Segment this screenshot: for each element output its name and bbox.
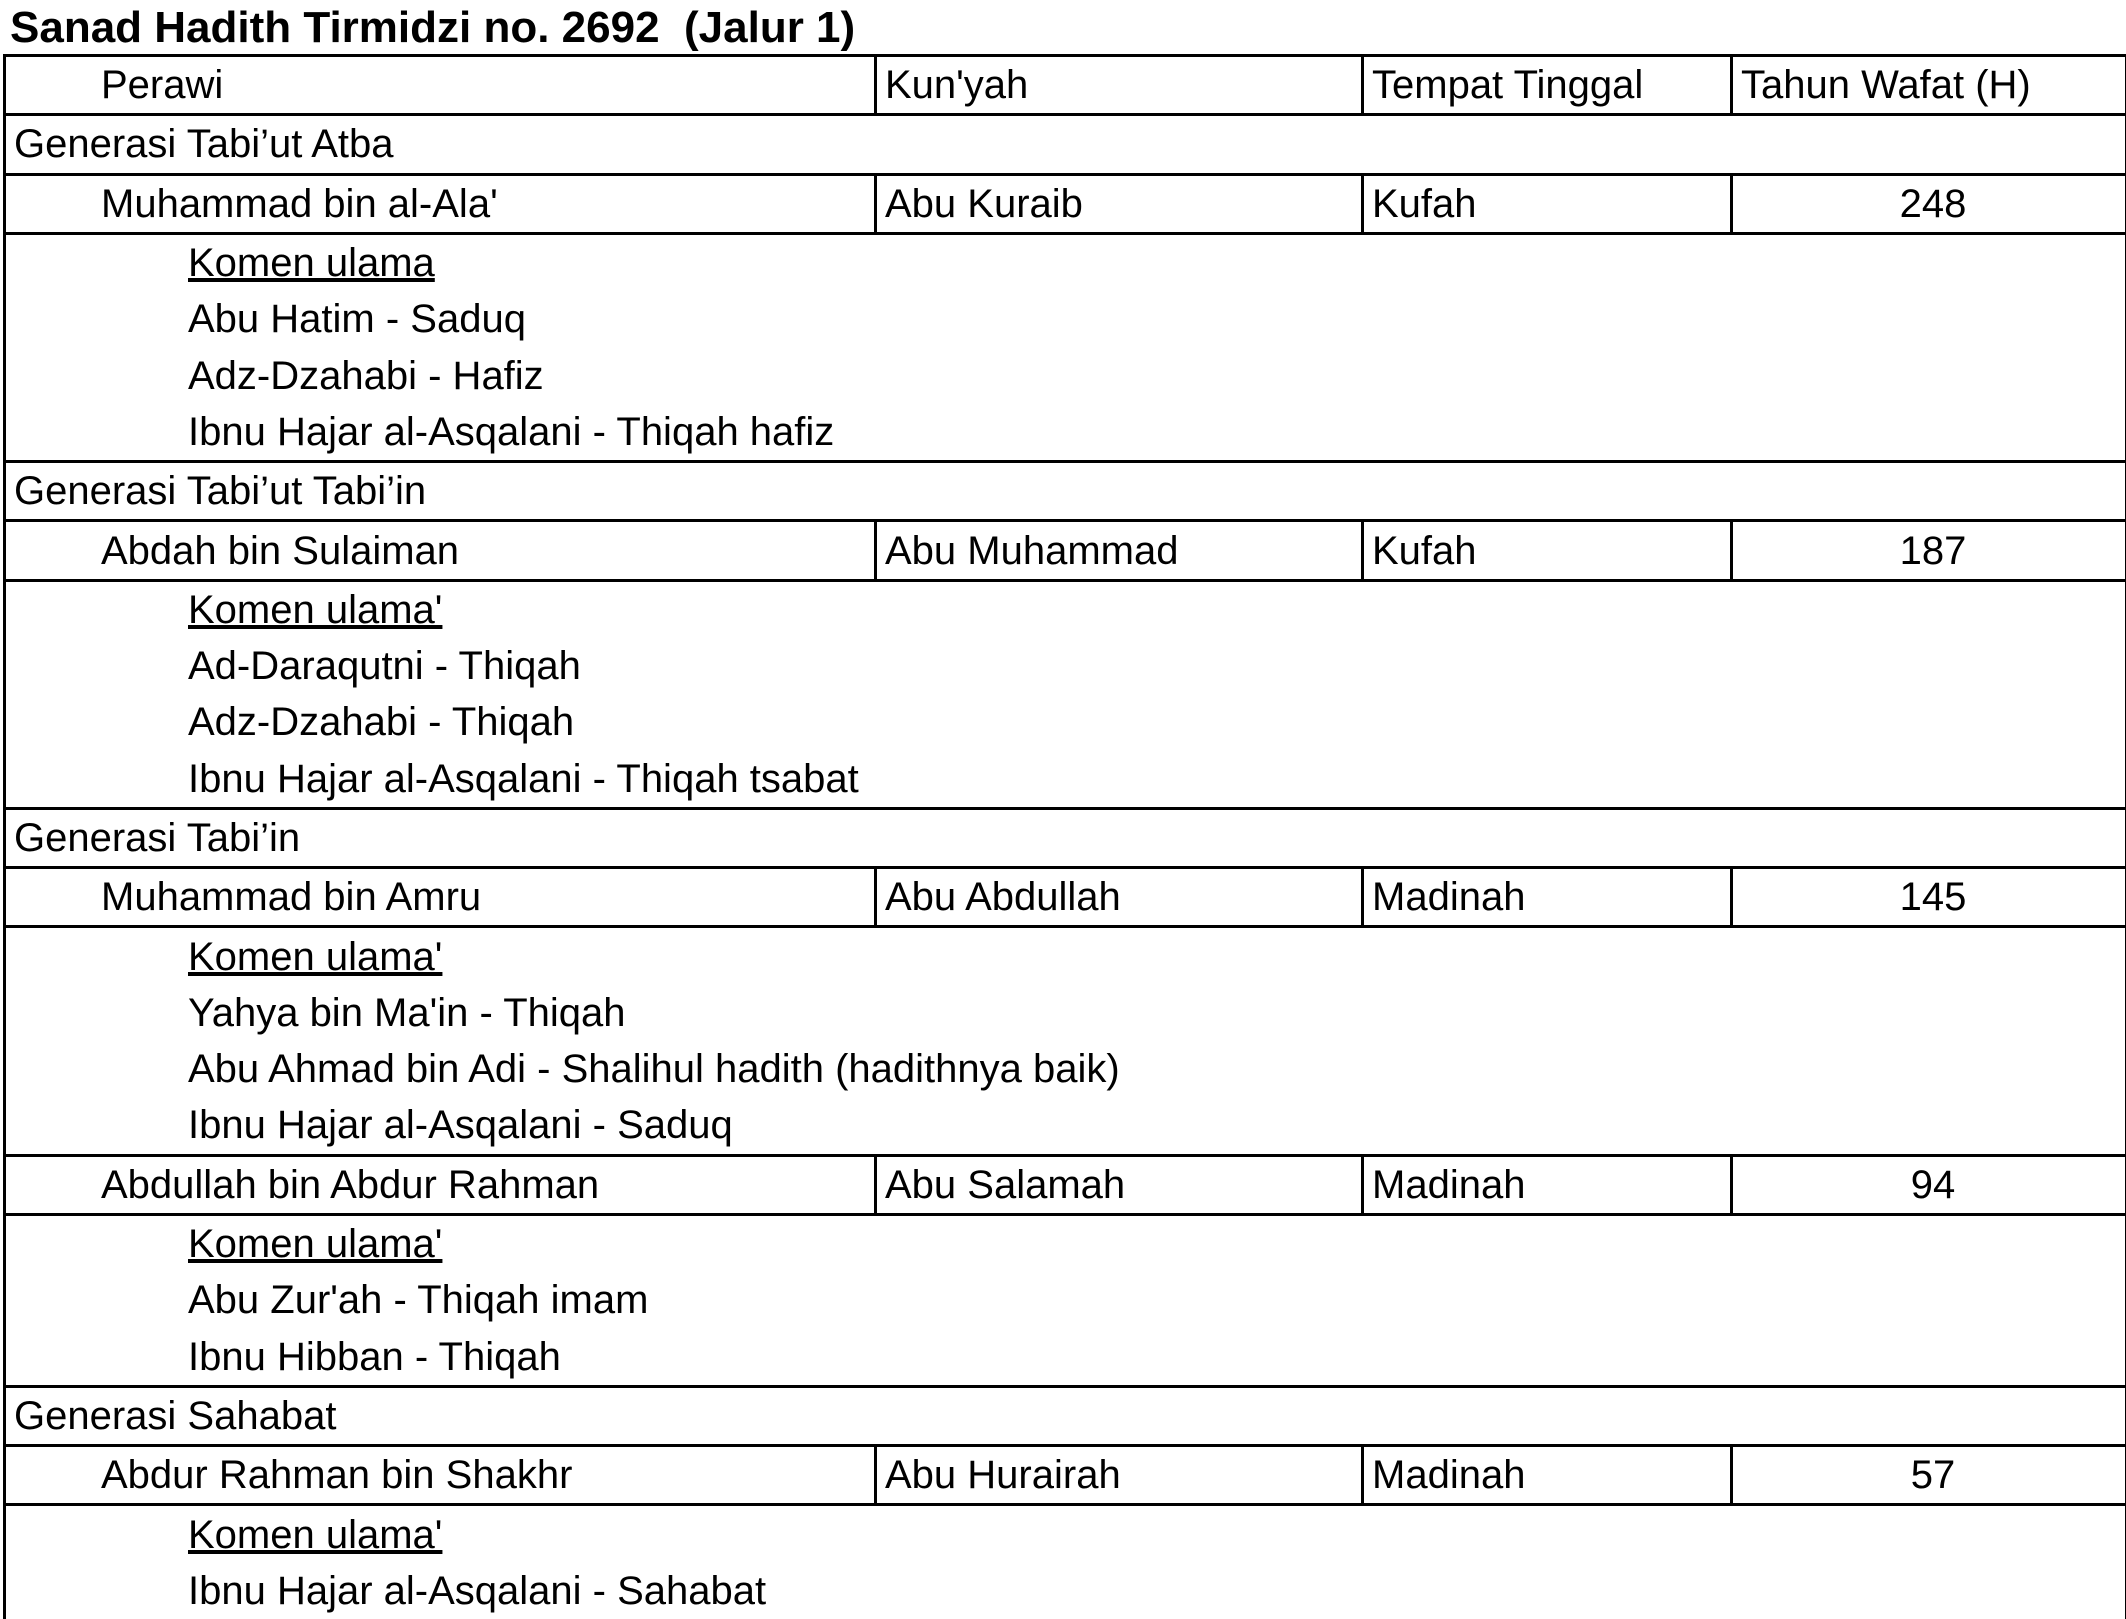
- narrator-row: [5, 521, 2126, 580]
- komen-row: [5, 985, 2126, 1041]
- header-row: [5, 56, 2126, 115]
- narrator-tempat: Madinah: [1363, 868, 1732, 927]
- generation-row: [5, 462, 2126, 521]
- narrator-wafat: 145: [1732, 868, 2126, 927]
- komen-item: Ibnu Hajar al-Asqalani - Saduq: [5, 1097, 2126, 1155]
- sanad-table: [3, 54, 2126, 1619]
- narrator-name: Abdah bin Sulaiman: [5, 521, 876, 580]
- komen-item: Adz-Dzahabi - Thiqah: [5, 694, 2126, 750]
- komen-row: [5, 1329, 2126, 1387]
- komen-item: Ibnu Hajar al-Asqalani - Sahabat: [5, 1563, 2126, 1619]
- generation-label: Generasi Sahabat: [5, 1386, 2126, 1445]
- header-perawi: Perawi: [5, 56, 876, 115]
- komen-item: Abu Ahmad bin Adi - Shalihul hadith (hadithnya baik): [5, 1041, 2126, 1097]
- komen-heading: Komen ulama': [188, 1222, 442, 1266]
- header-tahun-wafat: Tahun Wafat (H): [1732, 56, 2126, 115]
- narrator-wafat: 248: [1732, 174, 2126, 233]
- narrator-kunyah: Abu Abdullah: [876, 868, 1363, 927]
- narrator-kunyah: Abu Kuraib: [876, 174, 1363, 233]
- header-kunyah: Kun'yah: [876, 56, 1363, 115]
- page-title: Sanad Hadith Tirmidzi no. 2692 (Jalur 1): [10, 2, 855, 54]
- narrator-tempat: Madinah: [1363, 1446, 1732, 1505]
- komen-item: Abu Hatim - Saduq: [5, 291, 2126, 347]
- narrator-row: [5, 174, 2126, 233]
- generation-row: [5, 1386, 2126, 1445]
- header-tempat-tinggal: Tempat Tinggal: [1363, 56, 1732, 115]
- komen-heading: Komen ulama': [188, 588, 442, 632]
- komen-row: [5, 1097, 2126, 1155]
- narrator-row: [5, 1446, 2126, 1505]
- komen-row: [5, 694, 2126, 750]
- narrator-name: Muhammad bin Amru: [5, 868, 876, 927]
- komen-item: Yahya bin Ma'in - Thiqah: [5, 985, 2126, 1041]
- narrator-wafat: 94: [1732, 1155, 2126, 1214]
- generation-row: [5, 115, 2126, 174]
- komen-row: [5, 1563, 2126, 1619]
- narrator-name: Abdullah bin Abdur Rahman: [5, 1155, 876, 1214]
- komen-row: [5, 1041, 2126, 1097]
- komen-row: [5, 751, 2126, 809]
- komen-row: [5, 1272, 2126, 1328]
- komen-row: [5, 404, 2126, 462]
- narrator-wafat: 57: [1732, 1446, 2126, 1505]
- narrator-kunyah: Abu Muhammad: [876, 521, 1363, 580]
- komen-row: [5, 1505, 2126, 1563]
- narrator-row: [5, 1155, 2126, 1214]
- komen-item: Ibnu Hajar al-Asqalani - Thiqah tsabat: [5, 751, 2126, 809]
- komen-item: Ibnu Hajar al-Asqalani - Thiqah hafiz: [5, 404, 2126, 462]
- komen-heading: Komen ulama: [188, 241, 435, 285]
- komen-row: [5, 233, 2126, 291]
- komen-item: Adz-Dzahabi - Hafiz: [5, 347, 2126, 403]
- komen-row: [5, 927, 2126, 985]
- komen-row: [5, 638, 2126, 694]
- komen-heading: Komen ulama': [188, 1513, 442, 1557]
- komen-row: [5, 580, 2126, 638]
- komen-item: Ibnu Hibban - Thiqah: [5, 1329, 2126, 1387]
- narrator-wafat: 187: [1732, 521, 2126, 580]
- narrator-row: [5, 868, 2126, 927]
- komen-row: [5, 1214, 2126, 1272]
- generation-row: [5, 808, 2126, 867]
- generation-label: Generasi Tabi’in: [5, 808, 2126, 867]
- narrator-tempat: Kufah: [1363, 174, 1732, 233]
- komen-row: [5, 347, 2126, 403]
- narrator-kunyah: Abu Salamah: [876, 1155, 1363, 1214]
- komen-heading: Komen ulama': [188, 935, 442, 979]
- narrator-tempat: Kufah: [1363, 521, 1732, 580]
- narrator-name: Muhammad bin al-Ala': [5, 174, 876, 233]
- generation-label: Generasi Tabi’ut Atba: [5, 115, 2126, 174]
- generation-label: Generasi Tabi’ut Tabi’in: [5, 462, 2126, 521]
- narrator-tempat: Madinah: [1363, 1155, 1732, 1214]
- narrator-kunyah: Abu Hurairah: [876, 1446, 1363, 1505]
- narrator-name: Abdur Rahman bin Shakhr: [5, 1446, 876, 1505]
- komen-item: Abu Zur'ah - Thiqah imam: [5, 1272, 2126, 1328]
- komen-row: [5, 291, 2126, 347]
- komen-item: Ad-Daraqutni - Thiqah: [5, 638, 2126, 694]
